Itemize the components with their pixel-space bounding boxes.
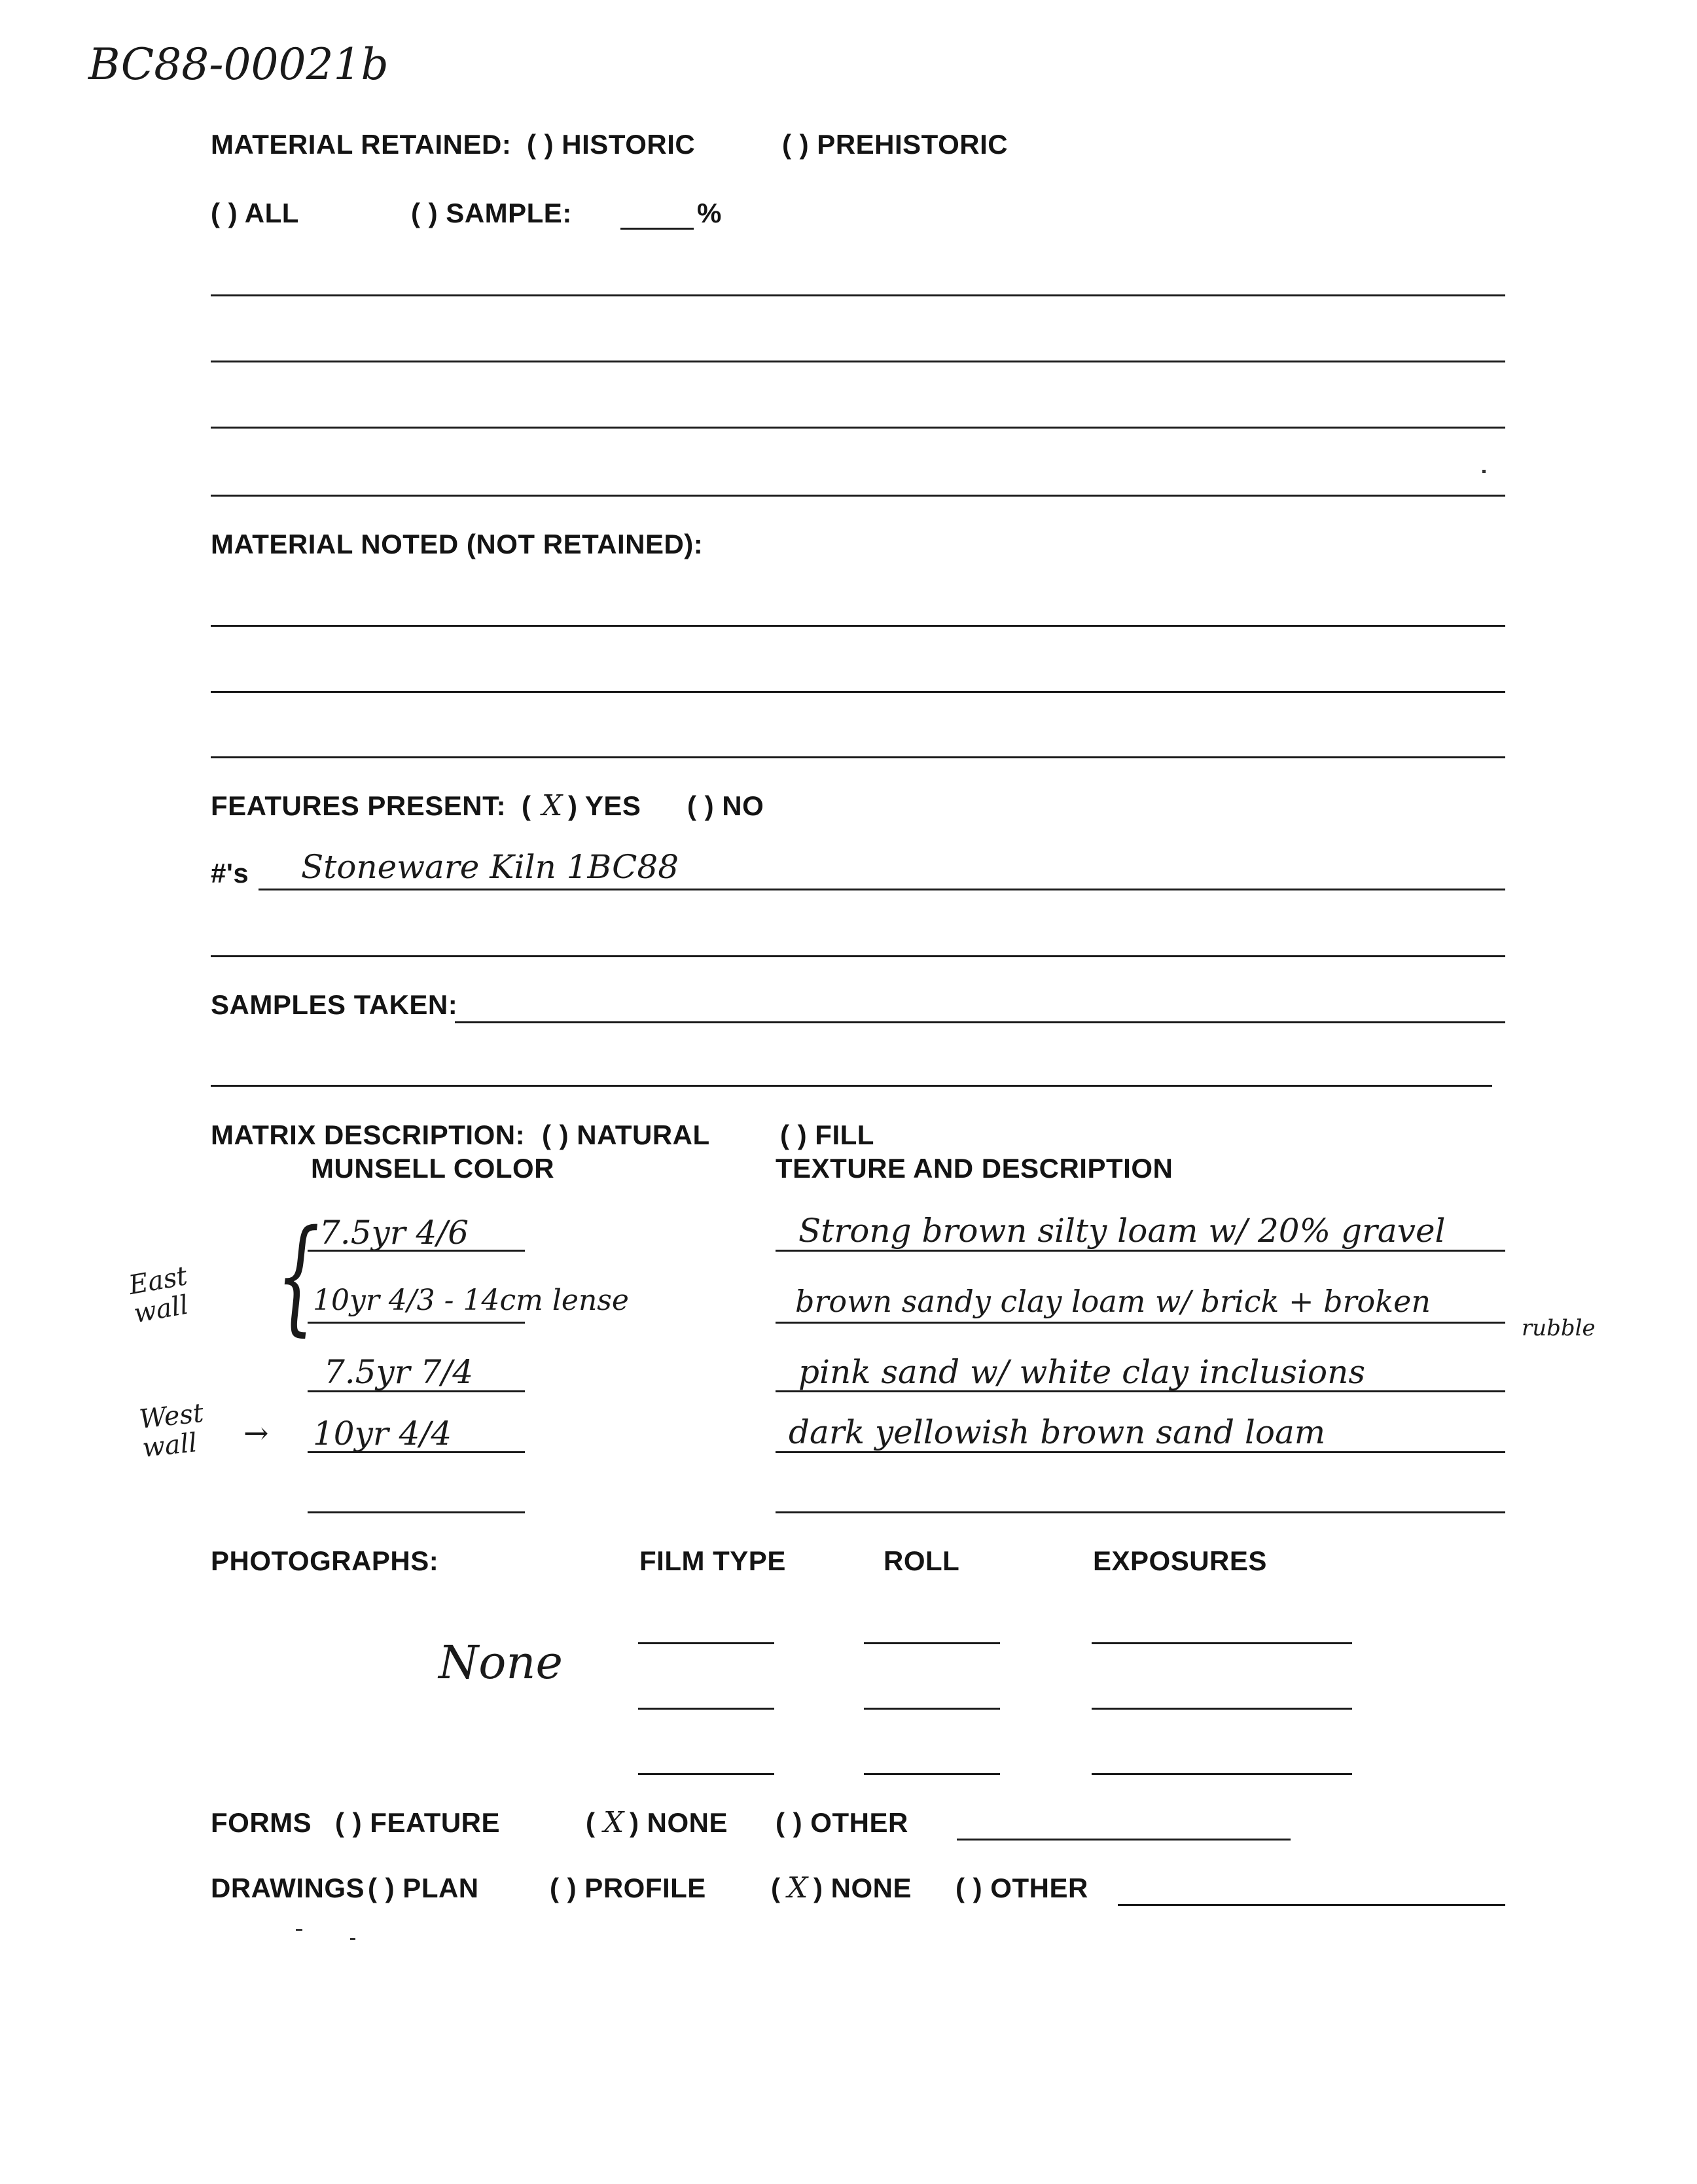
matrix-description-label: MATRIX DESCRIPTION:	[211, 1119, 526, 1150]
west-wall-note: West wall	[137, 1398, 205, 1464]
exposures-line-2[interactable]	[1092, 1708, 1352, 1710]
forms-none-checkmark[interactable]: X	[603, 1806, 624, 1839]
sample-option[interactable]: ( ) SAMPLE:	[411, 198, 572, 228]
roll-line-2[interactable]	[864, 1708, 1000, 1710]
texture-value-3: pink sand w/ white clay inclusions	[798, 1353, 1366, 1391]
samples-taken-line-2[interactable]	[211, 1085, 1492, 1087]
munsell-value-3: 7.5yr 7/4	[324, 1353, 474, 1391]
drawings-none-open: (	[771, 1873, 781, 1903]
forms-none-open: (	[586, 1807, 596, 1838]
texture-line-5[interactable]	[776, 1511, 1505, 1513]
forms-none-option[interactable]: ) NONE	[630, 1807, 728, 1838]
forms-other-option[interactable]: ( ) OTHER	[776, 1807, 908, 1838]
material-noted-label: MATERIAL NOTED (NOT RETAINED):	[211, 529, 704, 559]
features-yes-option[interactable]: ) YES	[568, 790, 641, 821]
munsell-color-header: MUNSELL COLOR	[311, 1153, 555, 1184]
retained-line-4[interactable]	[211, 495, 1505, 497]
exposures-header: EXPOSURES	[1093, 1545, 1267, 1576]
roll-line-3[interactable]	[864, 1773, 1000, 1775]
munsell-line-2[interactable]	[308, 1322, 525, 1324]
document-id: BC88-00021b	[88, 39, 389, 90]
west-wall-arrow: →	[243, 1415, 269, 1451]
forms-feature-option[interactable]: ( ) FEATURE	[335, 1807, 501, 1838]
features-yes-open: (	[522, 790, 531, 821]
scan-speck	[296, 1929, 302, 1931]
retained-line-3[interactable]	[211, 427, 1505, 429]
munsell-value-2: 10yr 4/3 - 14cm lense	[313, 1284, 629, 1317]
film-type-line-2[interactable]	[638, 1708, 774, 1710]
east-wall-brace: {	[276, 1203, 320, 1348]
texture-note-2: rubble	[1522, 1315, 1596, 1341]
texture-value-1: Strong brown silty loam w/ 20% gravel	[798, 1212, 1446, 1250]
texture-line-2[interactable]	[776, 1322, 1505, 1324]
noted-line-3[interactable]	[211, 756, 1505, 758]
features-numbers-line[interactable]	[259, 889, 1505, 890]
exposures-line-1[interactable]	[1092, 1642, 1352, 1644]
retained-line-1[interactable]	[211, 294, 1505, 296]
noted-line-2[interactable]	[211, 691, 1505, 693]
features-present-label: FEATURES PRESENT:	[211, 790, 507, 821]
features-yes-checkmark[interactable]: X	[542, 789, 563, 822]
film-type-header: FILM TYPE	[639, 1545, 786, 1576]
roll-line-1[interactable]	[864, 1642, 1000, 1644]
samples-taken-line-1[interactable]	[455, 1021, 1505, 1023]
percent-sign: %	[697, 198, 722, 228]
scan-speck	[1482, 470, 1486, 473]
photographs-none-note: None	[438, 1636, 563, 1689]
east-wall-note: East wall	[126, 1261, 191, 1330]
film-type-line-3[interactable]	[638, 1773, 774, 1775]
drawings-other-option[interactable]: ( ) OTHER	[956, 1873, 1088, 1903]
features-numbers-value: Stoneware Kiln 1BC88	[301, 848, 679, 886]
texture-value-2: brown sandy clay loam w/ brick + broken	[795, 1284, 1431, 1319]
texture-value-4: dark yellowish brown sand loam	[789, 1413, 1326, 1451]
drawings-label: DRAWINGS	[211, 1873, 365, 1903]
scan-speck	[350, 1938, 355, 1940]
drawings-none-checkmark[interactable]: X	[787, 1871, 808, 1905]
features-line-2[interactable]	[211, 955, 1505, 957]
munsell-line-5[interactable]	[308, 1511, 525, 1513]
all-option[interactable]: ( ) ALL	[211, 198, 299, 228]
texture-line-4[interactable]	[776, 1451, 1505, 1453]
features-no-option[interactable]: ( ) NO	[687, 790, 764, 821]
forms-label: FORMS	[211, 1807, 312, 1838]
roll-header: ROLL	[884, 1545, 960, 1576]
material-retained-label: MATERIAL RETAINED:	[211, 129, 512, 160]
matrix-natural-option[interactable]: ( ) NATURAL	[542, 1119, 710, 1150]
sample-percent-field[interactable]	[620, 228, 694, 230]
film-type-line-1[interactable]	[638, 1642, 774, 1644]
prehistoric-option[interactable]: ( ) PREHISTORIC	[782, 129, 1009, 160]
munsell-value-1: 7.5yr 4/6	[319, 1214, 469, 1252]
noted-line-1[interactable]	[211, 625, 1505, 627]
photographs-label: PHOTOGRAPHS:	[211, 1545, 439, 1576]
texture-description-header: TEXTURE AND DESCRIPTION	[776, 1153, 1173, 1184]
exposures-line-3[interactable]	[1092, 1773, 1352, 1775]
texture-line-1[interactable]	[776, 1250, 1505, 1252]
forms-other-line[interactable]	[957, 1839, 1291, 1841]
historic-option[interactable]: ( ) HISTORIC	[527, 129, 696, 160]
samples-taken-label: SAMPLES TAKEN:	[211, 989, 458, 1020]
features-numbers-label: #'s	[211, 858, 249, 889]
drawings-profile-option[interactable]: ( ) PROFILE	[550, 1873, 706, 1903]
drawings-other-line[interactable]	[1118, 1904, 1505, 1906]
drawings-plan-option[interactable]: ( ) PLAN	[368, 1873, 479, 1903]
matrix-fill-option[interactable]: ( ) FILL	[780, 1119, 874, 1150]
retained-line-2[interactable]	[211, 361, 1505, 362]
munsell-value-4: 10yr 4/4	[313, 1415, 452, 1453]
drawings-none-option[interactable]: ) NONE	[813, 1873, 912, 1903]
